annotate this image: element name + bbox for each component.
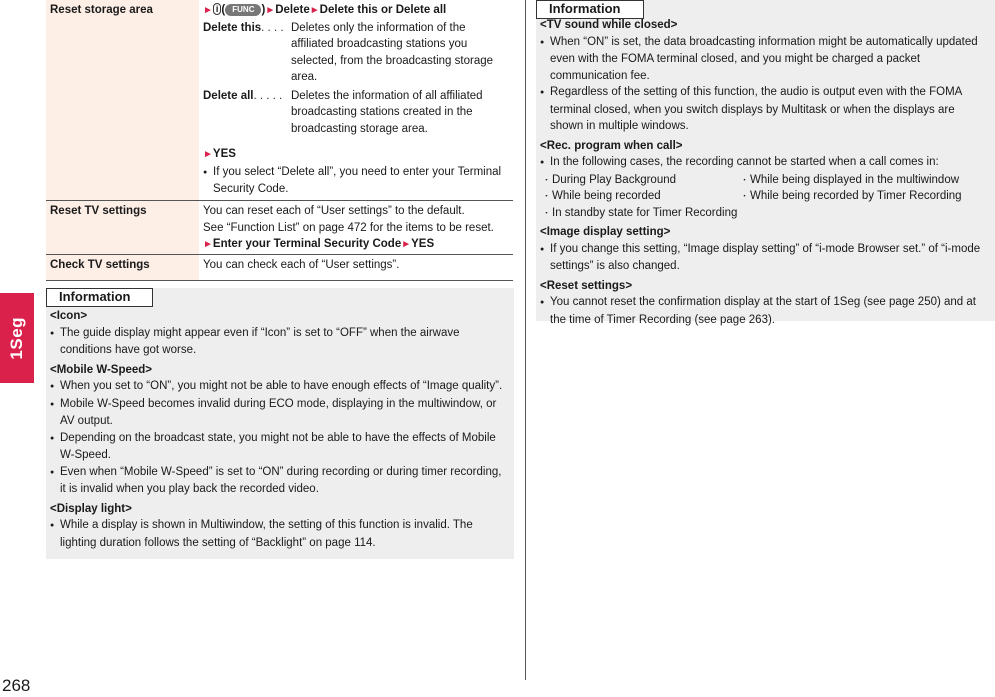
info-bullet: ● Even when “Mobile W-Speed” is set to “ON” during recording or during timer recording, it is invalid when you play back the recorded video. xyxy=(50,464,510,498)
case-list xyxy=(540,172,991,222)
note-bullet: ● If you select “Delete all”, you need to enter your Terminal Security Code. xyxy=(203,164,509,198)
info-bullet: ● While a display is shown in Multiwindow, the setting of this function is invalid. The lighting duration follows the setting of “Backlight” on page 114. xyxy=(50,517,510,551)
option-delete-all xyxy=(203,88,509,138)
step-yes-label: YES xyxy=(212,148,236,160)
option-name: Delete all xyxy=(203,89,254,102)
settings-table xyxy=(46,0,513,281)
step-delete: Delete xyxy=(275,4,310,16)
info-bullet: ● The guide display might appear even if “Icon” is set to “OFF” when the airwave conditions have got worse. xyxy=(50,325,510,359)
step-choice: Delete this or Delete all xyxy=(319,4,447,16)
desc-line: See “Function List” on page 472 for the items to be reset. xyxy=(203,221,494,234)
section-heading: <Image display setting> xyxy=(540,226,671,238)
step-yes-label: YES xyxy=(411,238,435,250)
arrow-icon: ► xyxy=(401,239,412,250)
info-bullet: ● When “ON” is set, the data broadcasting information might be automatically updated even with the FOMA terminal closed, and you might be charged a packet communication fee. xyxy=(540,34,991,85)
info-bullet: ● Mobile W-Speed becomes invalid during ECO mode, displaying in the multiwindow, or AV output. xyxy=(50,396,510,430)
section-heading: <Rec. program when call> xyxy=(540,139,683,152)
func-key-icon: FUNC xyxy=(225,4,261,16)
table-row-reset-storage xyxy=(46,0,513,201)
section-side-tab xyxy=(0,293,34,383)
row-description xyxy=(199,201,513,254)
list-item: ・ While being displayed in the multiwindow xyxy=(740,172,991,189)
arrow-icon: ► xyxy=(265,5,276,16)
section-heading: <Icon> xyxy=(50,310,88,322)
information-tag: Information xyxy=(46,288,153,307)
arrow-icon: ► xyxy=(203,239,213,250)
list-item: ・ During Play Background xyxy=(542,172,740,189)
info-bullet: ● You cannot reset the confirmation display at the start of 1Seg (see page 250) and at the time of Timer Recording (see page 263). xyxy=(540,294,991,328)
info-bullet: ● In the following cases, the recording cannot be started when a call comes in: xyxy=(540,154,991,172)
operation-steps: ► i ( FUNC )►Delete►Delete this or Delete all xyxy=(203,4,447,16)
i-mode-key-icon: i xyxy=(213,3,222,15)
information-tag: Information xyxy=(536,0,644,19)
desc-line: You can reset each of “User settings” to the default. xyxy=(203,205,465,217)
table-row-check-tv xyxy=(46,255,513,281)
section-heading: <TV sound while closed> xyxy=(540,19,678,31)
section-heading: <Reset settings> xyxy=(540,279,633,292)
operation-steps xyxy=(203,236,509,254)
list-item: ・ While being recorded xyxy=(542,188,740,205)
row-description xyxy=(199,0,513,200)
step-security-code: Enter your Terminal Security Code xyxy=(212,238,402,250)
section-heading: <Display light> xyxy=(50,502,132,515)
option-leader: . . . . xyxy=(261,21,284,34)
list-item: ・ In standby state for Timer Recording xyxy=(542,205,740,222)
row-label: Reset TV settings xyxy=(46,201,199,254)
option-delete-this xyxy=(203,20,509,86)
information-box-right xyxy=(536,0,995,326)
step-yes xyxy=(203,146,509,164)
option-name: Delete this xyxy=(203,21,262,34)
table-row-reset-tv xyxy=(46,201,513,255)
option-leader: . . . . . xyxy=(253,89,283,102)
row-label: Check TV settings xyxy=(46,255,199,280)
info-bullet: ● When you set to “ON”, you might not be able to have enough effects of “Image quality”. xyxy=(50,378,510,396)
section-side-tab-label: 1Seg xyxy=(6,316,26,360)
section-heading: <Mobile W-Speed> xyxy=(50,363,153,376)
row-description: You can check each of “User settings”. xyxy=(203,259,400,271)
info-bullet: ● Regardless of the setting of this function, the audio is output even with the FOMA terminal closed, when you switch displays by Multitask or when the displays are shown in multiple windows. xyxy=(540,84,991,135)
column-divider xyxy=(525,0,526,680)
arrow-icon: ► xyxy=(203,5,213,16)
list-item: ・ While being recorded by Timer Recording xyxy=(740,188,991,205)
page-number: 268 xyxy=(2,676,31,695)
arrow-icon: ► xyxy=(309,5,320,16)
info-bullet: ● Depending on the broadcast state, you might not be able to have the effects of Mobile W-Speed. xyxy=(50,430,510,464)
arrow-icon: ► xyxy=(203,149,213,160)
option-desc: Deletes only the information of the affiliated broadcasting stations you selected, from the broadcasting storage area. xyxy=(291,21,494,83)
information-box-left xyxy=(46,288,514,559)
info-bullet: ● If you change this setting, “Image display setting” of “i-mode Browser set.” of “i-mode settings” is also changed. xyxy=(540,241,991,275)
option-desc: Deletes the information of all affiliated broadcasting stations created in the broadcasting storage area. xyxy=(291,89,483,135)
row-label: Reset storage area xyxy=(46,0,199,200)
